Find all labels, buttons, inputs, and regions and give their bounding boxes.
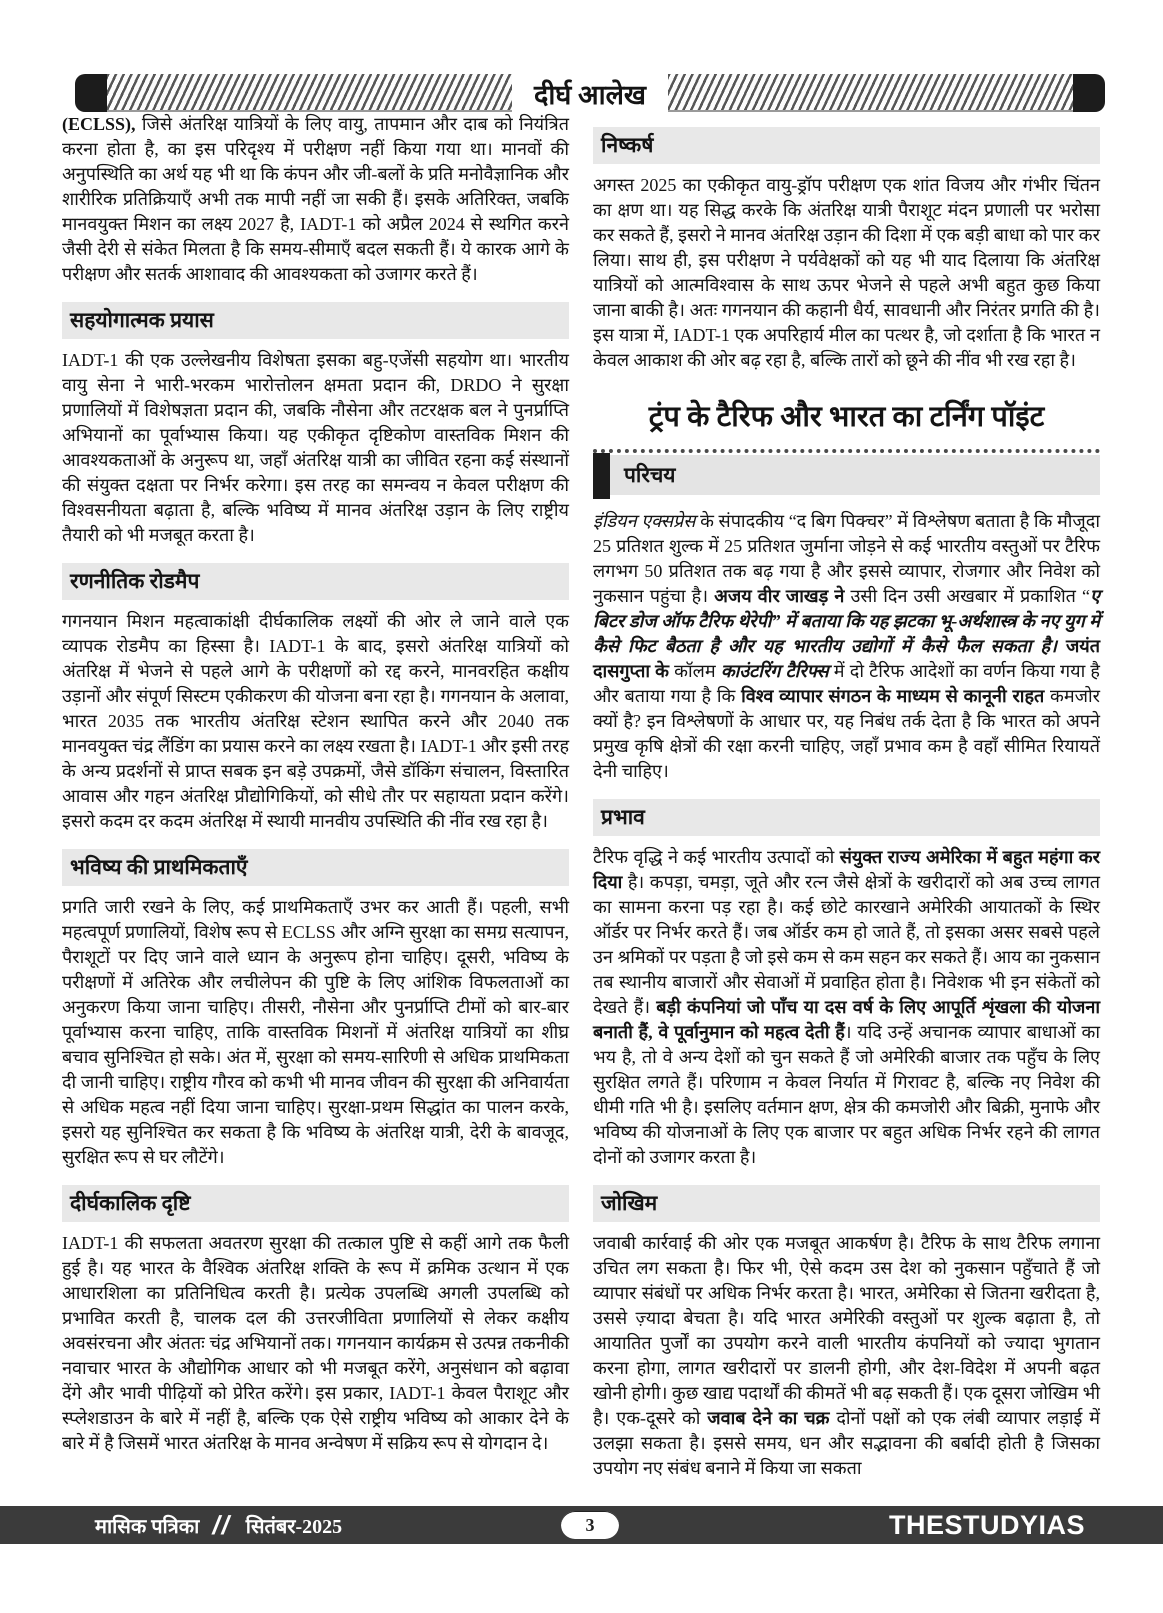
masthead-left-endcap xyxy=(75,74,107,112)
page-number: 3 xyxy=(585,1514,595,1535)
masthead-right-endcap xyxy=(1073,74,1105,112)
right-column xyxy=(593,112,1100,1485)
paragraph-conclusion: अगस्त 2025 का एकीकृत वायु-ड्रॉप परीक्षण एक शांत विजय और गंभीर चिंतन का क्षण था। यह सिद्ध करके कि अंतरिक्ष यात्री पैराशूट मंदन प्रणाली पर भरोसा कर सकते हैं, इसरो ने मानव अंतरिक्ष उड़ान की दिशा में एक बड़ी बाधा को पार कर लिया। साथ ही, इस परीक्षण ने पर्यवेक्षकों को यह भी याद दिलाया कि अंतरिक्ष यात्रियों को आत्मविश्वास के साथ ऊपर भेजने से पहले अभी बहुत कुछ किया जाना बाकी है। अतः गगनयान की कहानी धैर्य, सावधानी और निरंतर प्रगति की है। इस यात्रा में, IADT-1 एक अपरिहार्य मील का पत्थर है, जो दर्शाता है कि भारत न केवल आकाश की ओर बढ़ रहा है, बल्कि तारों को छूने की नींव भी रख रहा है। xyxy=(593,175,1100,370)
heading-accent-bar xyxy=(593,453,610,499)
page-number-badge xyxy=(561,1511,619,1539)
paragraph-long-term-vision: IADT-1 की सफलता अवतरण सुरक्षा की तत्काल पुष्टि से कहीं आगे तक फैली हुई है। यह भारत के वैश्विक अंतरिक्ष शक्ति के रूप में क्रमिक उत्थान में एक आधारशिला का प्रतिनिधित्व करती है। प्रत्येक उपलब्धि अगली उपलब्धि को प्रभावित करती है, चालक दल की उत्तरजीविता प्रणालियों से लेकर कक्षीय अवसंरचना और अंततः चंद्र अभियानों तक। गगनयान कार्यक्रम से उत्पन्न तकनीकी नवाचार भारत के औद्योगिक आधार को भी मजबूत करेंगे, अनुसंधान को बढ़ावा देंगे और भावी पीढ़ियों को प्रेरित करेंगे। इस प्रकार, IADT-1 केवल पैराशूट और स्प्लेशडाउन के बारे में नहीं है, बल्कि एक ऐसे राष्ट्रीय भविष्य को आकार देने के बारे में है जिसमें भारत अंतरिक्ष के मानव अन्वेषण में सक्रिय रूप से योगदान दे। xyxy=(62,1233,569,1453)
section-heading-future-priorities: भविष्य की प्राथमिकताएँ xyxy=(62,849,569,886)
paragraph-strategic-roadmap: गगनयान मिशन महत्वाकांक्षी दीर्घकालिक लक्ष्यों की ओर ले जाने वाले एक व्यापक रोडमैप का हिस्सा है। IADT-1 के बाद, इसरो अंतरिक्ष यात्रियों को अंतरिक्ष में भेजने से पहले आगे के परीक्षणों को रद्द करने, मानवरहित कक्षीय उड़ानों और संपूर्ण सिस्टम एकीकरण की योजना बना रहा है। गगनयान के अलावा, भारत 2035 तक भारतीय अंतरिक्ष स्टेशन स्थापित करने और 2040 तक मानवयुक्त चंद्र लैंडिंग का प्रयास करने का लक्ष्य रखता है। IADT-1 और इसी तरह के अन्य प्रदर्शनों से प्राप्त सबक इन बड़े उपक्रमों, जैसे डॉकिंग संचालन, विस्तारित आवास और गहन अंतरिक्ष प्रौद्योगिकियों, को सीधे तौर पर सहायता प्रदान करेंगे। इसरो कदम दर कदम अंतरिक्ष में स्थायी मानवीय उपस्थिति की नींव रख रहा है। xyxy=(62,611,569,831)
section-heading-introduction-label: परिचय xyxy=(610,455,1100,495)
article-title-trump-tariff: ट्रंप के टैरिफ और भारत का टर्निंग पॉइंट xyxy=(648,401,1045,433)
section-heading-conclusion: निष्कर्ष xyxy=(593,127,1100,164)
content-columns xyxy=(62,112,1100,1485)
footer-left-group xyxy=(95,1510,561,1541)
footer-issue-date: सितंबर-2025 xyxy=(245,1515,343,1538)
masthead-right-hatch-band xyxy=(668,74,1073,112)
paragraph-eclss-intro: (ECLSS), जिसे अंतरिक्ष यात्रियों के लिए वायु, तापमान और दाब को नियंत्रित करना होता है, का इस परिदृश्य में परीक्षण नहीं किया गया था। मानवों की अनुपस्थिति का अर्थ यह भी था कि कंपन और जी-बलों के प्रति मनोवैज्ञानिक और शारीरिक प्रतिक्रियाएँ अभी तक मापी नहीं जा सकी हैं। इसके अतिरिक्त, जबकि मानवयुक्त मिशन का लक्ष्य 2027 है, IADT-1 को अप्रैल 2024 से स्थगित करने जैसी देरी से संकेत मिलता है कि समय-सीमाएँ बदल सकती हैं। ये कारक आगे के परीक्षण और सतर्क आशावाद की आवश्यकता को उजागर करते हैं। xyxy=(62,114,569,284)
masthead-left-hatch-band xyxy=(107,74,512,112)
footer-separator-slashes: // xyxy=(210,1509,236,1540)
section-heading-risks: जोखिम xyxy=(593,1185,1100,1222)
section-heading-introduction xyxy=(593,449,1100,499)
section-heading-collaborative-effort: सहयोगात्मक प्रयास xyxy=(62,302,569,339)
paragraph-impact: टैरिफ वृद्धि ने कई भारतीय उत्पादों को संयुक्त राज्य अमेरिका में बहुत महंगा कर दिया है। कपड़ा, चमड़ा, जूते और रत्न जैसे क्षेत्रों के खरीदारों को अब उच्च लागत का सामना करना पड़ रहा है। कई छोटे कारखाने अमेरिकी आयातकों के स्थिर ऑर्डर पर निर्भर करते हैं। जब ऑर्डर कम हो जाते हैं, तो इसका असर सबसे पहले उन श्रमिकों पर पड़ता है जो इसे कम से कम सहन कर सकते हैं। आय का नुकसान तब स्थानीय बाजारों और सेवाओं में प्रवाहित होता है। निवेशक भी इन संकेतों को देखते हैं। बड़ी कंपनियां जो पाँच या दस वर्ष के लिए आपूर्ति शृंखला की योजना बनाती हैं, वे पूर्वानुमान को महत्व देती हैं। यदि उन्हें अचानक व्यापार बाधाओं का भय है, तो वे अन्य देशों को चुन सकते हैं जो अमेरिकी बाजार तक पहुँच के लिए सुरक्षित लगते हैं। परिणाम न केवल निर्यात में गिरावट है, बल्कि नए निवेश की धीमी गति भी है। इसलिए वर्तमान क्षण, क्षेत्र की कमजोरी और बिक्री, मुनाफे और भविष्य की योजनाओं के लिए एक बाजार पर बहुत अधिक निर्भर रहने की लागत दोनों को उजागर करता है। xyxy=(593,847,1101,1168)
section-heading-long-term-vision: दीर्घकालिक दृष्टि xyxy=(62,1185,569,1222)
left-column xyxy=(62,112,569,1485)
section-heading-impact: प्रभाव xyxy=(593,799,1100,836)
paragraph-introduction: इंडियन एक्सप्रेस के संपादकीय “द बिग पिक्चर” में विश्लेषण बताता है कि मौजूदा 25 प्रतिशत शुल्क में 25 प्रतिशत जुर्माना जोड़ने से कई भारतीय वस्तुओं पर टैरिफ लगभग 50 प्रतिशत तक बढ़ गया है और इससे व्यापार, रोजगार और निवेश को नुकसान पहुंचा है। अजय वीर जाखड़ ने उसी दिन उसी अखबार में प्रकाशित “ए बिटर डोज ऑफ टैरिफ थेरेपी” में बताया कि यह झटका भू-अर्थशास्त्र के नए युग में कैसे फिट बैठता है और यह भारतीय उद्योगों में कैसे फैल सकता है। जयंत दासगुप्ता के कॉलम काउंटरिंग टैरिफ्स में दो टैरिफ आदेशों का वर्णन किया गया है और बताया गया है कि विश्व व्यापार संगठन के माध्यम से कानूनी राहत कमजोर क्यों है? इन विश्लेषणों के आधार पर, यह निबंध तर्क देता है कि भारत को अपने प्रमुख कृषि क्षेत्रों की रक्षा करनी चाहिए, जहाँ प्रभाव कम है वहाँ सीमित रियायतें देनी चाहिए। xyxy=(593,511,1101,782)
paragraph-risks: जवाबी कार्रवाई की ओर एक मजबूत आकर्षण है। टैरिफ के साथ टैरिफ लगाना उचित लग सकता है। फिर भी, ऐसे कदम उस देश को नुकसान पहुँचाते हैं जो व्यापार संबंधों पर अधिक निर्भर करता है। भारत, अमेरिका से जितना खरीदता है, उससे ज़्यादा बेचता है। यदि भारत अमेरिकी वस्तुओं पर शुल्क बढ़ाता है, तो आयातित पुर्जों का उपयोग करने वाली भारतीय कंपनियों को ज्यादा भुगतान करना होगा, लागत खरीदारों पर डालनी होगी, और देश-विदेश में अपनी बढ़त खोनी होगी। कुछ खाद्य पदार्थों की कीमतें भी बढ़ सकती हैं। एक दूसरा जोखिम भी है। एक-दूसरे को जवाब देने का चक्र दोनों पक्षों को एक लंबी व्यापार लड़ाई में उलझा सकता है। इससे समय, धन और सद्भावना की बर्बादी होती है जिसका उपयोग नए संबंध बनाने में किया जा सकता xyxy=(593,1233,1100,1479)
footer-bar xyxy=(0,1506,1163,1544)
paragraph-collaborative-effort: IADT-1 की एक उल्लेखनीय विशेषता इसका बहु-एजेंसी सहयोग था। भारतीय वायु सेना ने भारी-भरकम भारोत्तोलन क्षमता प्रदान की, DRDO ने सुरक्षा प्रणालियों में विशेषज्ञता प्रदान की, जबकि नौसेना और तटरक्षक बल ने पुनर्प्राप्ति अभियानों का पूर्वाभ्यास किया। यह एकीकृत दृष्टिकोण वास्तविक मिशन की आवश्यकताओं के अनुरूप था, जहाँ अंतरिक्ष यात्री का जीवित रहना कई संस्थानों की संयुक्त दक्षता पर निर्भर करेगा। इस तरह का समन्वय न केवल परीक्षण की विश्वसनीयता बढ़ाता है, बल्कि भविष्य में मानव अंतरिक्ष उड़ान के लिए राष्ट्रीय तैयारी को भी मजबूत करता है। xyxy=(62,350,569,545)
footer-brand-logo: THESTUDYIAS xyxy=(888,1509,1085,1540)
section-heading-strategic-roadmap: रणनीतिक रोडमैप xyxy=(62,563,569,600)
paragraph-future-priorities: प्रगति जारी रखने के लिए, कई प्राथमिकताएँ उभर कर आती हैं। पहली, सभी महत्वपूर्ण प्रणालियों, विशेष रूप से ECLSS और अग्नि सुरक्षा का समग्र सत्यापन, पैराशूटों पर दिए जाने वाले ध्यान के अनुरूप होना चाहिए। दूसरी, भविष्य के परीक्षणों में अतिरेक और लचीलेपन की पुष्टि के लिए आंशिक विफलताओं का अनुकरण किया जाना चाहिए। तीसरी, नौसेना और पुनर्प्राप्ति टीमों को बार-बार पूर्वाभ्यास करना चाहिए, ताकि वास्तविक मिशनों में अंतरिक्ष यात्रियों का शीघ्र बचाव सुनिश्चित हो सके। अंत में, सुरक्षा को समय-सारिणी से अधिक प्राथमिकता दी जानी चाहिए। राष्ट्रीय गौरव को कभी भी मानव जीवन की सुरक्षा की अनिवार्यता से अधिक महत्व नहीं दिया जाना चाहिए। सुरक्षा-प्रथम सिद्धांत का पालन करके, इसरो यह सुनिश्चित कर सकता है कि भविष्य के अंतरिक्ष यात्री, देरी के बावजूद, सुरक्षित रूप से घर लौटेंगे। xyxy=(62,897,569,1167)
footer-magazine-label: मासिक पत्रिका xyxy=(95,1515,200,1538)
masthead xyxy=(75,74,1105,112)
page-title: दीर्घ आलेख xyxy=(512,74,668,112)
